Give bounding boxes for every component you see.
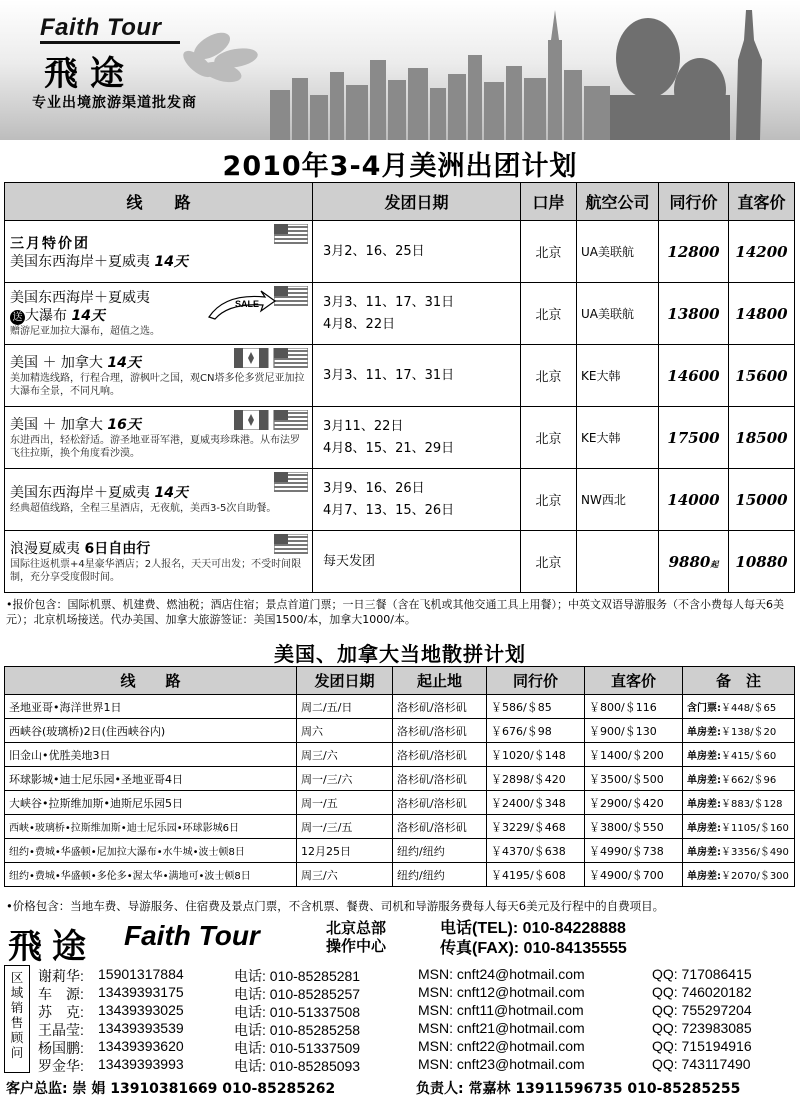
peer-price-cell: 14600 xyxy=(659,345,729,407)
contact-mobile: 15901317884 xyxy=(98,966,184,982)
route-days: 14天 xyxy=(154,485,188,501)
contact-qq: QQ: 743117490 xyxy=(652,1056,751,1072)
peer-price-cell: ￥1020/＄148 xyxy=(487,743,585,767)
table-row xyxy=(5,863,795,887)
table-row xyxy=(5,407,795,469)
route-cell: 大峡谷•拉斯维加斯•迪斯尼乐园5日 xyxy=(5,791,297,815)
gift-badge: 送 xyxy=(10,310,25,325)
from-to-cell: 纽约/纽约 xyxy=(393,863,487,887)
airline-cell: UA美联航 xyxy=(577,283,659,345)
note-label: 单房差: xyxy=(687,799,721,810)
route-name: 美国东西海岸＋夏威夷 xyxy=(10,253,150,270)
dates-cell xyxy=(313,345,521,407)
peer-price-cell: ￥2898/＄420 xyxy=(487,767,585,791)
header-peer-price: 同行价 xyxy=(487,667,585,695)
header-direct-price: 直客价 xyxy=(729,183,795,221)
from-to-cell: 洛杉矶/洛杉矶 xyxy=(393,767,487,791)
date-line: 3月3、11、17、31日 xyxy=(323,294,455,310)
price-includes-note: •报价包含：国际机票、机建费、燃油税；酒店住宿；景点首道门票；一日三餐（含在飞机或其他交通工具上用餐）；中英文双语导游服务（不含小费每人每天6美元）；北京机场接送。代办美国、加拿大旅游签证：美国1500/本，加拿大1000/本。 xyxy=(6,598,784,626)
from-to-cell: 纽约/纽约 xyxy=(393,839,487,863)
contact-phone: 电话: 010-85285257 xyxy=(234,986,361,1002)
airline-cell xyxy=(577,531,659,593)
us-flag-icon xyxy=(274,286,308,306)
header-dates: 发团日期 xyxy=(313,183,521,221)
note-label: 单房差: xyxy=(687,751,721,762)
peer-price: 9880 xyxy=(668,552,711,571)
dates-cell: 周一/五 xyxy=(297,791,393,815)
hq-line-1: 北京总部 xyxy=(326,919,387,937)
note-cell xyxy=(683,815,795,839)
footer-brand-en: Faith Tour xyxy=(124,920,260,951)
dates-cell xyxy=(313,469,521,531)
date-line: 每天发团 xyxy=(323,553,376,569)
header-port: 口岸 xyxy=(521,183,577,221)
local-tour-table xyxy=(4,666,795,887)
direct-price-cell: ￥1400/＄200 xyxy=(585,743,683,767)
note-cell xyxy=(683,839,795,863)
note-label: 含门票: xyxy=(687,703,721,714)
dates-cell xyxy=(313,407,521,469)
route-cell xyxy=(5,283,313,345)
note-cell xyxy=(683,743,795,767)
port-cell: 北京 xyxy=(521,407,577,469)
date-line: 4月8、15、21、29日 xyxy=(323,440,455,456)
contact-name: 罗金华: xyxy=(38,1058,84,1074)
route-cell: 旧金山•优胜美地3日 xyxy=(5,743,297,767)
contact-phone: 电话: 010-85285093 xyxy=(234,1058,361,1074)
direct-price-cell: 15600 xyxy=(729,345,795,407)
dates-cell xyxy=(313,531,521,593)
direct-price-cell: 15000 xyxy=(729,469,795,531)
header-dates: 发团日期 xyxy=(297,667,393,695)
dates-cell: 周三/六 xyxy=(297,863,393,887)
region-sales-label: 区域销售顾问 xyxy=(4,965,30,1073)
note-cell xyxy=(683,863,795,887)
sale-arrow-icon xyxy=(205,289,277,321)
table-row xyxy=(5,345,795,407)
dates-cell: 周二/五/日 xyxy=(297,695,393,719)
footer-brand-cn: 飛途 xyxy=(8,927,96,967)
header-note: 备 注 xyxy=(683,667,795,695)
date-line: 3月2、16、25日 xyxy=(323,243,425,259)
note-value: ￥2070/＄300 xyxy=(721,871,789,882)
note-label: 单房差: xyxy=(687,823,721,834)
contact-name: 苏 克: xyxy=(38,1004,84,1020)
contact-phone: 电话: 010-85285258 xyxy=(234,1022,361,1038)
header-direct-price: 直客价 xyxy=(585,667,683,695)
route-name: 美国 ＋ 加拿大 xyxy=(10,354,103,371)
route-days: 16天 xyxy=(107,416,141,433)
direct-price-cell: ￥4990/＄738 xyxy=(585,839,683,863)
header-from-to: 起止地 xyxy=(393,667,487,695)
direct-price-cell: 14200 xyxy=(729,221,795,283)
note-value: ￥448/＄65 xyxy=(721,703,777,714)
note-value: ￥883/＄128 xyxy=(721,799,783,810)
port-cell: 北京 xyxy=(521,345,577,407)
direct-price-cell: ￥800/＄116 xyxy=(585,695,683,719)
contact-qq: QQ: 715194916 xyxy=(652,1038,752,1054)
canada-us-flags-icon xyxy=(234,410,308,430)
table-row xyxy=(5,221,795,283)
header-banner xyxy=(0,0,800,140)
route-name: 浪漫夏威夷 xyxy=(10,540,80,557)
page-title: 2010年3-4月美洲出团计划 xyxy=(222,151,578,182)
port-cell: 北京 xyxy=(521,469,577,531)
table-row xyxy=(5,839,795,863)
note-value: ￥415/＄60 xyxy=(721,751,777,762)
route-desc: 美加精选线路，行程合理，游枫叶之国，观CN塔多伦多赏尼亚加拉大瀑布全景，不同凡响。 xyxy=(10,372,305,397)
contact-phone: 电话: 010-85285281 xyxy=(234,968,361,984)
header-peer-price: 同行价 xyxy=(659,183,729,221)
dates-cell: 周六 xyxy=(297,719,393,743)
canada-us-flags-icon xyxy=(234,348,308,368)
us-flag-icon xyxy=(274,534,308,554)
direct-price-cell: 10880 xyxy=(729,531,795,593)
sale-label: SALE xyxy=(235,299,260,309)
airline-cell: KE大韩 xyxy=(577,345,659,407)
table-row xyxy=(5,283,795,345)
airline-cell: KE大韩 xyxy=(577,407,659,469)
peer-price-cell xyxy=(659,531,729,593)
contact-name: 王晶莹: xyxy=(38,1022,84,1038)
direct-price-cell: ￥2900/＄420 xyxy=(585,791,683,815)
section-subtitle: 美国、加拿大当地散拼计划 xyxy=(274,642,526,666)
footer-hq xyxy=(326,919,386,955)
direct-price-cell: ￥3500/＄500 xyxy=(585,767,683,791)
peer-price-cell: ￥3229/＄468 xyxy=(487,815,585,839)
price-from-note: 起 xyxy=(710,558,719,569)
footer-contact-numbers xyxy=(440,919,627,959)
contact-msn: MSN: cnft23@hotmail.com xyxy=(418,1056,585,1072)
us-flag-icon xyxy=(274,224,308,244)
route-name: 美国 ＋ 加拿大 xyxy=(10,416,103,433)
contact-mobile: 13439393620 xyxy=(98,1038,184,1054)
header-route: 线 路 xyxy=(5,667,297,695)
route-name: 美国东西海岸＋夏威夷 xyxy=(10,290,150,306)
route-cell: 圣地亚哥•海洋世界1日 xyxy=(5,695,297,719)
peer-price-cell: ￥2400/＄348 xyxy=(487,791,585,815)
note-value: ￥3356/＄490 xyxy=(721,847,789,858)
note-label: 单房差: xyxy=(687,847,721,858)
port-cell: 北京 xyxy=(521,531,577,593)
contact-qq: QQ: 723983085 xyxy=(652,1020,752,1036)
route-cell: 西峡•玻璃桥•拉斯维加斯•迪士尼乐园•环球影城6日 xyxy=(5,815,297,839)
contact-qq: QQ: 755297204 xyxy=(652,1002,752,1018)
brand-underline xyxy=(40,41,180,44)
route-cell: 西峡谷(玻璃桥)2日(住西峡谷内) xyxy=(5,719,297,743)
peer-price-cell: 14000 xyxy=(659,469,729,531)
hq-line-2: 操作中心 xyxy=(326,937,387,955)
route-days: 14天 xyxy=(154,253,188,270)
route-cell xyxy=(5,407,313,469)
contact-name: 谢莉华: xyxy=(38,968,84,984)
peer-price-cell: 12800 xyxy=(659,221,729,283)
route-cell xyxy=(5,221,313,283)
from-to-cell: 洛杉矶/洛杉矶 xyxy=(393,791,487,815)
local-price-note: •价格包含：当地车费、导游服务、住宿费及景点门票，不含机票、餐费、司机和导游服务费每人每天6美元及行程中的自费项目。 xyxy=(6,899,665,913)
table-row xyxy=(5,695,795,719)
contact-phone: 电话: 010-51337508 xyxy=(234,1004,361,1020)
port-cell: 北京 xyxy=(521,221,577,283)
note-cell xyxy=(683,791,795,815)
date-line: 3月11、22日 xyxy=(323,418,404,434)
contact-msn: MSN: cnft22@hotmail.com xyxy=(418,1038,585,1054)
header-route: 线 路 xyxy=(5,183,313,221)
peer-price-cell: ￥586/＄85 xyxy=(487,695,585,719)
brand-slogan: 专业出境旅游渠道批发商 xyxy=(32,95,197,111)
table-row xyxy=(5,743,795,767)
brand-name-en: Faith Tour xyxy=(40,14,162,41)
note-cell xyxy=(683,767,795,791)
note-cell xyxy=(683,719,795,743)
from-to-cell: 洛杉矶/洛杉矶 xyxy=(393,695,487,719)
direct-price-cell: 18500 xyxy=(729,407,795,469)
direct-price-cell: ￥900/＄130 xyxy=(585,719,683,743)
contact-qq: QQ: 717086415 xyxy=(652,966,752,982)
special-tag: 三月特价团 xyxy=(10,235,90,252)
note-label: 单房差: xyxy=(687,727,721,738)
note-cell xyxy=(683,695,795,719)
port-cell: 北京 xyxy=(521,283,577,345)
date-line: 4月7、13、15、26日 xyxy=(323,502,455,518)
contact-msn: MSN: cnft12@hotmail.com xyxy=(418,984,585,1000)
direct-price-cell: ￥3800/＄550 xyxy=(585,815,683,839)
contact-mobile: 13439393025 xyxy=(98,1002,184,1018)
date-line: 3月9、16、26日 xyxy=(323,480,425,496)
note-label: 单房差: xyxy=(687,775,721,786)
dates-cell: 周一/三/六 xyxy=(297,767,393,791)
contact-name: 杨国鹏: xyxy=(38,1040,84,1056)
person-in-charge: 负责人: 常嘉林 13911596735 010-85285255 xyxy=(416,1081,741,1097)
direct-price-cell: 14800 xyxy=(729,283,795,345)
customer-supervisor: 客户总监: 崇 娟 13910381669 010-85285262 xyxy=(6,1081,336,1097)
note-value: ￥1105/＄160 xyxy=(721,823,789,834)
note-value: ￥662/＄96 xyxy=(721,775,777,786)
peer-price-cell: 13800 xyxy=(659,283,729,345)
route-cell xyxy=(5,469,313,531)
table-header-row xyxy=(5,183,795,221)
contact-name: 车 源: xyxy=(38,986,84,1002)
direct-price-cell: ￥4900/＄700 xyxy=(585,863,683,887)
peer-price-cell: 17500 xyxy=(659,407,729,469)
contact-mobile: 13439393539 xyxy=(98,1020,184,1036)
dates-cell: 12月25日 xyxy=(297,839,393,863)
route-cell xyxy=(5,345,313,407)
table-row xyxy=(5,719,795,743)
contact-msn: MSN: cnft11@hotmail.com xyxy=(418,1002,584,1018)
note-value: ￥138/＄20 xyxy=(721,727,777,738)
route-desc: 国际往返机票+4星豪华酒店；2人报名，天天可出发；不受时间限制，充分享受度假时间。 xyxy=(10,558,302,583)
airline-cell: UA美联航 xyxy=(577,221,659,283)
contact-msn: MSN: cnft24@hotmail.com xyxy=(418,966,585,982)
route-cell: 纽约•费城•华盛顿•多伦多•渥太华•满地可•波士顿8日 xyxy=(5,863,297,887)
peer-price-cell: ￥676/＄98 xyxy=(487,719,585,743)
table-row xyxy=(5,469,795,531)
header-airline: 航空公司 xyxy=(577,183,659,221)
dates-cell: 周三/六 xyxy=(297,743,393,767)
route-days: 14天 xyxy=(107,354,141,371)
contact-phone: 电话: 010-51337509 xyxy=(234,1040,361,1056)
route-name-2: 大瀑布 xyxy=(25,308,67,324)
americas-tour-table xyxy=(4,182,795,593)
peer-price-cell: ￥4195/＄608 xyxy=(487,863,585,887)
table-row xyxy=(5,531,795,593)
from-to-cell: 洛杉矶/洛杉矶 xyxy=(393,743,487,767)
table-row xyxy=(5,791,795,815)
airline-cell: NW西北 xyxy=(577,469,659,531)
route-cell xyxy=(5,531,313,593)
contact-mobile: 13439393993 xyxy=(98,1056,184,1072)
route-desc: 经典超值线路，全程三星酒店，无夜航，美西3-5次自助餐。 xyxy=(10,503,277,514)
brand-name-cn: 飛途 xyxy=(44,54,136,94)
table-header-row xyxy=(5,667,795,695)
route-desc: 赠游尼亚加拉大瀑布，超值之选。 xyxy=(10,326,160,337)
route-desc: 东进西出，轻松舒适。游圣地亚哥军港，夏威夷珍珠港。从布法罗飞往拉斯，换个角度看沙漠。 xyxy=(10,434,300,459)
date-line: 4月8、22日 xyxy=(323,316,396,332)
route-cell: 环球影城•迪士尼乐园•圣地亚哥4日 xyxy=(5,767,297,791)
note-label: 单房差: xyxy=(687,871,721,882)
dates-cell: 周一/三/五 xyxy=(297,815,393,839)
contact-msn: MSN: cnft21@hotmail.com xyxy=(418,1020,585,1036)
us-flag-icon xyxy=(274,472,308,492)
footer-fax: 传真(FAX): 010-84135555 xyxy=(440,940,627,957)
table-row xyxy=(5,767,795,791)
peer-price-cell: ￥4370/＄638 xyxy=(487,839,585,863)
route-days: 6日自由行 xyxy=(84,540,151,557)
table-row xyxy=(5,815,795,839)
date-line: 3月3、11、17、31日 xyxy=(323,367,455,383)
dates-cell xyxy=(313,283,521,345)
contact-mobile: 13439393175 xyxy=(98,984,184,1000)
footer-tel: 电话(TEL): 010-84228888 xyxy=(440,920,626,937)
route-days: 14天 xyxy=(71,308,105,324)
contact-qq: QQ: 746020182 xyxy=(652,984,752,1000)
route-cell: 纽约•费城•华盛顿•尼加拉大瀑布•水牛城•波士顿8日 xyxy=(5,839,297,863)
from-to-cell: 洛杉矶/洛杉矶 xyxy=(393,815,487,839)
route-name: 美国东西海岸＋夏威夷 xyxy=(10,485,150,501)
from-to-cell: 洛杉矶/洛杉矶 xyxy=(393,719,487,743)
dates-cell xyxy=(313,221,521,283)
